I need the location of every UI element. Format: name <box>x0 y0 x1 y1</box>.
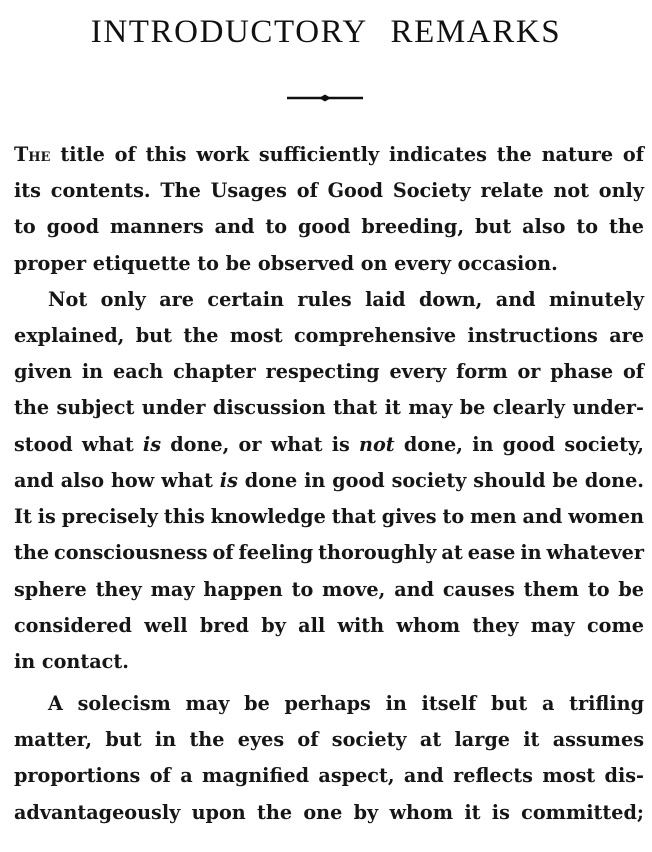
text-line-1: The title of this work sufficiently indicates the nature of <box>14 143 644 166</box>
text-line-10: and also how what is done in good society should be done. <box>14 469 644 492</box>
text-line-19: advantageously upon the one by whom it is committed; <box>14 801 644 824</box>
text-line-11: It is precisely this knowledge that gives to men and women <box>14 505 644 528</box>
text-line-16: A solecism may be perhaps in itself but a trifling <box>48 692 644 715</box>
italic-word: is <box>142 433 162 456</box>
text-line-17: matter, but in the eyes of society at large it assumes <box>14 728 644 751</box>
ornament-divider <box>287 93 363 103</box>
text-line-15: in contact. <box>14 650 129 673</box>
italic-word: not <box>359 433 395 456</box>
text-line-5: Not only are certain rules laid down, and minutely <box>48 288 644 311</box>
text-line-8: the subject under discussion that it may be clearly under- <box>14 396 644 419</box>
small-caps-word: The <box>14 143 51 166</box>
text-line-4: proper etiquette to be observed on every occasion. <box>14 252 558 275</box>
chapter-heading: INTRODUCTORY REMARKS <box>90 14 562 50</box>
text-line-13: sphere they may happen to move, and causes them to be <box>14 578 644 601</box>
text-line-12: the consciousness of feeling thoroughly at ease in whatever <box>14 541 644 564</box>
italic-word: is <box>219 469 238 492</box>
text-line-7: given in each chapter respecting every form or phase of <box>14 360 644 383</box>
text-line-2: its contents. The Usages of Good Society relate not only <box>14 179 644 202</box>
text-line-6: explained, but the most comprehensive instructions are <box>14 324 644 347</box>
text-line-18: proportions of a magnified aspect, and reflects most dis- <box>14 764 644 787</box>
text-line-9: stood what is done, or what is not done, in good society, <box>14 433 644 456</box>
text-line-3: to good manners and to good breeding, but also to the <box>14 215 644 238</box>
text-line-14: considered well bred by all with whom they may come <box>14 614 644 637</box>
